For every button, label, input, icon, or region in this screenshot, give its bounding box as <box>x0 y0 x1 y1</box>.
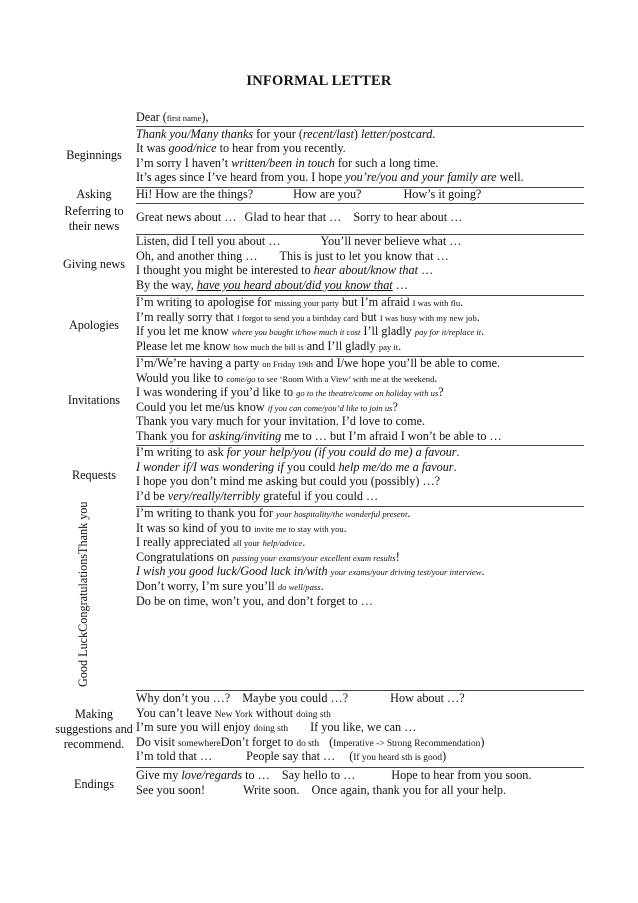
vertical-label-thank-you: Thank you <box>76 501 90 554</box>
phrase-line <box>136 735 584 750</box>
phrase-segment: you could <box>283 459 339 474</box>
phrase-segment: come/go <box>226 373 256 384</box>
phrase-segment: Hope to hear from you soon. <box>391 768 532 782</box>
phrase-segment: but <box>358 309 380 324</box>
vertical-label-good-luck: Good Luck <box>76 631 90 687</box>
phrase-segment: Don’t forget to <box>220 734 297 749</box>
phrase-segment: How are you? <box>293 187 362 201</box>
phrase-line <box>136 594 584 609</box>
phrase-line <box>136 521 584 536</box>
phrase-segment: I was with flu <box>412 298 461 308</box>
phrase-segment: . <box>407 506 411 520</box>
category-label: Invitations <box>67 392 121 407</box>
phrase-segment: on Friday 19th <box>262 359 313 369</box>
phrase-segment: If you let me know <box>136 324 232 339</box>
phrase-line <box>136 489 584 504</box>
phrase-segment: very/really/terribly <box>167 488 261 503</box>
category-label: Beginnings <box>66 147 122 162</box>
phrase-segment: . <box>481 324 485 339</box>
phrase-line <box>136 550 584 565</box>
section-content <box>136 445 584 503</box>
section-content <box>136 187 584 202</box>
phrase-line <box>136 295 584 310</box>
phrase-segment: well. <box>496 170 524 185</box>
vertical-labels <box>76 502 90 688</box>
phrase-segment: I’m writing to thank you for <box>136 506 277 520</box>
phrase-segment: to see ‘Room With a View’ with me at the weekend <box>255 373 435 384</box>
phrase-segment: I’m sorry I haven’t <box>136 155 232 170</box>
phrase-segment: I thought you might be interested to <box>136 263 314 278</box>
phrase-line <box>136 371 584 386</box>
phrase-segment: Dear ( <box>136 110 167 124</box>
divider <box>136 187 584 188</box>
section-content <box>136 691 584 764</box>
divider <box>136 203 584 204</box>
phrase-segment: ! <box>395 549 400 564</box>
phrase-line <box>136 414 584 429</box>
phrase-segment: . <box>343 520 347 535</box>
phrase-segment: help/advice <box>262 538 303 549</box>
phrase-segment: ? <box>392 399 398 414</box>
phrase-segment: Do visit <box>136 734 178 749</box>
phrase-line <box>136 474 584 489</box>
phrase-segment: Don’t worry, I’m sure you’ll <box>136 578 278 593</box>
phrase-segment: Once again, thank you for all your help. <box>311 782 507 797</box>
phrase-segment: doing sth <box>253 724 289 735</box>
phrase-segment: See you soon! <box>136 782 206 797</box>
phrase-segment: asking/inviting <box>208 428 282 443</box>
phrase-segment: Maybe you could …? <box>242 691 349 705</box>
section-beginnings <box>54 110 584 186</box>
divider <box>136 690 584 691</box>
phrase-segment: for such a long time. <box>334 155 439 170</box>
phrase-segment: passing your exams/your excellent exam results <box>232 552 396 563</box>
phrase-segment: It’s ages since I’ve heard from you. I hope <box>136 170 346 185</box>
phrase-segment: Do be on time, won’t you, and don’t forget to … <box>136 593 373 608</box>
phrase-segment: You can’t leave <box>136 705 215 720</box>
phrase-line <box>136 720 584 735</box>
phrase-segment: Glad to hear that … <box>244 210 342 224</box>
phrase-segment: … <box>392 277 408 292</box>
category-label: Referring to their news <box>64 203 124 233</box>
phrase-segment: first name <box>166 113 202 123</box>
phrase-segment: where you bought it/how much it cost <box>231 327 361 338</box>
phrase-segment: This is just to let you know that … <box>279 248 449 263</box>
phrase-segment: how much the bill is <box>233 341 304 352</box>
phrase-segment: Say hello to … <box>281 768 356 782</box>
phrase-segment: pay it <box>378 341 399 352</box>
phrase-segment: I wish you good luck/Good luck in/with <box>136 564 328 579</box>
phrase-segment: Please let me know <box>136 338 234 353</box>
divider <box>136 356 584 357</box>
phrase-segment: I was wondering if you’d like to <box>136 385 297 400</box>
phrase-segment: but I’m afraid <box>338 295 413 309</box>
phrase-segment: without <box>252 705 297 720</box>
divider <box>136 295 584 296</box>
phrase-segment: for your help/you (if you could do me) a favour <box>226 445 457 459</box>
phrase-line <box>136 768 584 783</box>
page-title: INFORMAL LETTER <box>246 73 392 89</box>
phrase-segment: I’m writing to apologise for <box>136 295 275 309</box>
phrase-segment: Imperative -> Strong Recommendation <box>333 738 481 749</box>
phrase-line <box>136 339 584 354</box>
category-label: Requests <box>71 467 116 482</box>
category-label: Endings <box>74 776 114 791</box>
phrase-line <box>136 579 584 594</box>
phrase-segment: Listen, did I tell you about … <box>136 234 281 248</box>
section-apologies <box>54 295 584 355</box>
category-label: Making suggestions and recommend. <box>55 706 133 751</box>
phrase-segment: ), <box>201 110 209 124</box>
phrase-line <box>136 187 584 202</box>
phrase-segment: all your <box>233 538 260 549</box>
phrase-segment: you’re/you and your family are <box>345 170 497 185</box>
phrase-segment: I forgot to send you a birthday card <box>236 312 359 323</box>
phrase-segment: for your ( <box>253 126 303 141</box>
phrase-segment: I’d be <box>136 488 168 503</box>
phrase-segment: . <box>432 126 436 141</box>
phrase-segment: love/regards <box>181 768 243 782</box>
phrase-segment: grateful if you could … <box>260 488 379 503</box>
phrase-segment: hear about/know that <box>313 263 418 278</box>
phrase-segment: your exams/your driving test/your interview <box>330 567 482 578</box>
phrase-segment: If you heard sth is good <box>353 753 443 764</box>
phrase-segment: do sth <box>296 738 320 749</box>
phrase-line <box>136 141 584 156</box>
divider <box>136 445 584 446</box>
phrase-line <box>136 127 584 142</box>
phrase-segment: . <box>302 535 306 550</box>
section-asking <box>54 187 584 203</box>
phrase-line <box>136 278 584 293</box>
phrase-line <box>136 783 584 798</box>
phrase-line <box>136 564 584 579</box>
category-label: Apologies <box>68 317 120 332</box>
phrase-segment: somewhere <box>177 738 221 749</box>
phrase-segment: help me/do me a favour <box>338 459 454 474</box>
section-endings <box>54 768 584 800</box>
section-content <box>136 295 584 353</box>
phrase-segment: I’m sure you will enjoy <box>136 720 254 735</box>
phrase-segment: Congratulations on <box>136 549 233 564</box>
phrase-line <box>136 324 584 339</box>
phrase-segment: Give my <box>136 768 182 782</box>
phrase-segment: Thank you/Many thanks <box>136 126 254 141</box>
section-invitations <box>54 356 584 444</box>
phrase-segment: How about …? <box>390 691 465 705</box>
phrase-segment: to hear from you recently. <box>216 141 346 156</box>
phrase-segment: . <box>460 295 464 309</box>
phrase-line <box>136 506 584 521</box>
phrase-segment: and I/we hope you’ll be able to come. <box>312 356 501 370</box>
section-suggestions <box>54 691 584 767</box>
category-label: Asking <box>76 187 112 201</box>
phrase-segment: How’s it going? <box>403 187 482 201</box>
phrase-segment: Sorry to hear about … <box>353 210 463 224</box>
phrase-segment: if you can come/you’d like to join us <box>267 402 393 413</box>
phrase-segment: Oh, and another thing … <box>136 248 258 263</box>
phrase-segment: I’m writing to ask <box>136 445 227 459</box>
phrase-line <box>136 749 584 764</box>
phrase-segment: It was so kind of you to <box>136 520 255 535</box>
phrase-segment: ( <box>329 734 334 749</box>
phrase-segment: Why don’t you …? <box>136 691 231 705</box>
phrase-line <box>136 263 584 278</box>
phrase-segment: written/been in touch <box>231 155 335 170</box>
phrase-segment: . <box>320 578 324 593</box>
phrase-segment: . <box>481 564 485 579</box>
phrase-segment: pay for it/replace it <box>414 327 482 338</box>
phrase-line <box>136 445 584 460</box>
phrase-line <box>136 170 584 185</box>
phrase-segment: By the way, <box>136 277 197 292</box>
divider <box>136 767 584 768</box>
phrase-segment: … <box>418 263 434 278</box>
phrase-segment: I’m really sorry that <box>136 309 237 324</box>
section-content <box>136 210 584 225</box>
phrase-segment: missing your party <box>274 298 339 308</box>
phrase-segment: recent/last <box>302 126 354 141</box>
section-content <box>136 506 584 608</box>
phrase-segment: Write soon. <box>243 782 300 797</box>
phrase-segment: I wonder if/I was wondering if <box>136 459 284 474</box>
section-content <box>136 110 584 185</box>
divider <box>136 506 584 507</box>
phrase-line <box>136 249 584 264</box>
phrase-segment: and I’ll gladly <box>303 338 379 353</box>
phrase-line <box>136 210 584 225</box>
section-referring <box>54 203 584 236</box>
section-content <box>136 768 584 797</box>
phrase-line <box>136 535 584 550</box>
phrase-segment: I hope you don’t mind me asking but could you (possibly) …? <box>136 474 441 489</box>
phrase-segment: ) <box>353 126 361 141</box>
phrase-line <box>136 706 584 721</box>
phrase-line <box>136 385 584 400</box>
phrase-segment: have you heard about/did you know that <box>196 277 393 292</box>
phrase-segment: ) <box>442 749 447 764</box>
phrase-segment: ) <box>480 734 485 749</box>
phrase-segment: . <box>476 309 480 324</box>
phrase-segment: I was busy with my new job <box>379 312 477 323</box>
phrase-segment: New York <box>214 709 253 720</box>
section-requests <box>54 445 584 505</box>
phrase-segment: Great news about … <box>136 210 237 224</box>
phrase-segment: . <box>434 370 438 385</box>
phrase-segment: ( <box>349 749 354 764</box>
phrase-segment: doing sth <box>296 709 331 720</box>
phrase-line <box>136 234 584 249</box>
phrase-segment: me to … but I’m afraid I won’t be able to … <box>281 428 502 443</box>
phrase-segment: Thank you vary much for your invitation. I’d love to come. <box>136 414 426 429</box>
phrase-segment: I’ll gladly <box>360 324 415 339</box>
phrase-segment: Could you let me/us know <box>136 399 268 414</box>
divider <box>136 126 584 127</box>
phrase-segment: If you like, we can … <box>310 720 417 735</box>
phrase-segment: . <box>398 338 402 353</box>
phrase-segment: Would you like to <box>136 370 227 385</box>
section-content <box>136 234 584 292</box>
phrase-segment: . <box>456 445 460 459</box>
divider <box>136 234 584 235</box>
phrase-segment: People say that … <box>246 749 336 764</box>
category-label: Giving news <box>63 256 125 271</box>
phrase-segment: . <box>453 459 457 474</box>
phrase-segment: invite me to stay with you <box>254 523 344 534</box>
phrase-segment: I’m/We’re having a party <box>136 356 263 370</box>
section-giving-news <box>54 234 584 294</box>
phrase-segment: I really appreciated <box>136 535 234 550</box>
phrase-segment: do well/pass <box>277 581 321 592</box>
phrase-line <box>136 156 584 171</box>
phrase-segment: ? <box>438 385 444 400</box>
phrase-segment: You’ll never believe what … <box>320 234 462 248</box>
phrase-line <box>136 356 584 371</box>
phrase-segment: Thank you for <box>136 428 209 443</box>
phrase-segment: go to the theatre/come on holiday with us <box>296 388 439 399</box>
section-content <box>136 356 584 444</box>
phrase-segment: I’m told that … <box>136 749 213 764</box>
phrase-line <box>136 310 584 325</box>
phrase-segment: It was <box>136 141 169 156</box>
vertical-label-congratulations: Congratulations <box>76 553 90 632</box>
phrase-line <box>136 400 584 415</box>
vertical-label-group <box>54 501 134 687</box>
phrase-line <box>136 691 584 706</box>
phrase-segment: your hospitality/the wonderful present <box>276 509 408 519</box>
phrase-segment: to … <box>242 768 270 782</box>
phrase-line <box>136 110 584 125</box>
phrase-segment: letter/postcard <box>360 126 433 141</box>
phrase-segment: Hi! How are the things? <box>136 187 254 201</box>
phrase-line <box>136 429 584 444</box>
phrase-line <box>136 460 584 475</box>
phrase-segment: good/nice <box>168 141 217 156</box>
